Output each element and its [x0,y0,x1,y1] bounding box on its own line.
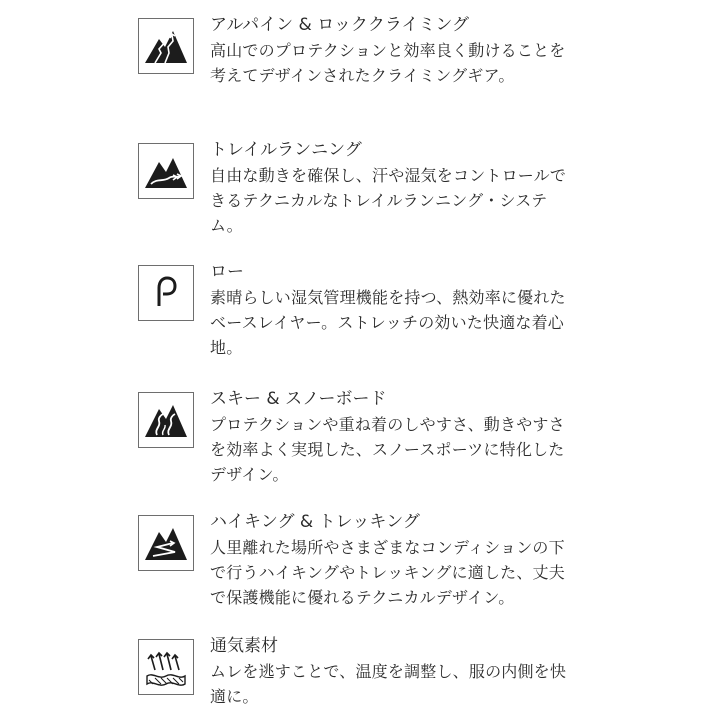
feature-description: ムレを逃すことで、温度を調整し、服の内側を快 適に。 [210,662,567,706]
feature-title: アルパイン & ロッククライミング [210,15,470,35]
ski-snowboard-icon [138,392,194,448]
feature-description: 人里離れた場所やさまざまなコンディションの下 で行うハイキングやトレッキングに適した、丈夫 で保護機能に優れるテクニカルデザイン。 [210,538,565,607]
feature-title: 通気素材 [210,636,278,656]
feature-title: ロー [210,262,244,282]
feature-title: トレイルランニング [210,140,362,160]
feature-description: 素晴らしい湿気管理機能を持つ、熱効率に優れた ベースレイヤー。ストレッチの効いた快適な着心 地。 [210,288,566,357]
hiking-trekking-icon [138,515,194,571]
feature-description: 高山でのプロテクションと効率良く動けることを 考えてデザインされたクライミングギア。 [210,41,566,85]
feature-description: プロテクションや重ね着のしやすさ、動きやすさ を効率よく実現した、スノースポーツに特化した デザイン。 [210,415,565,484]
breathable-material-icon [138,639,194,695]
trail-running-icon [138,143,194,199]
feature-title: ハイキング & トレッキング [210,512,420,532]
feature-title: スキー & スノーボード [210,389,387,409]
feature-description: 自由な動きを確保し、汗や湿気をコントロールで きるテクニカルなトレイルランニング・システ ム。 [210,166,567,235]
r-letter-icon [138,265,194,321]
alpine-rock-climbing-icon [138,18,194,74]
